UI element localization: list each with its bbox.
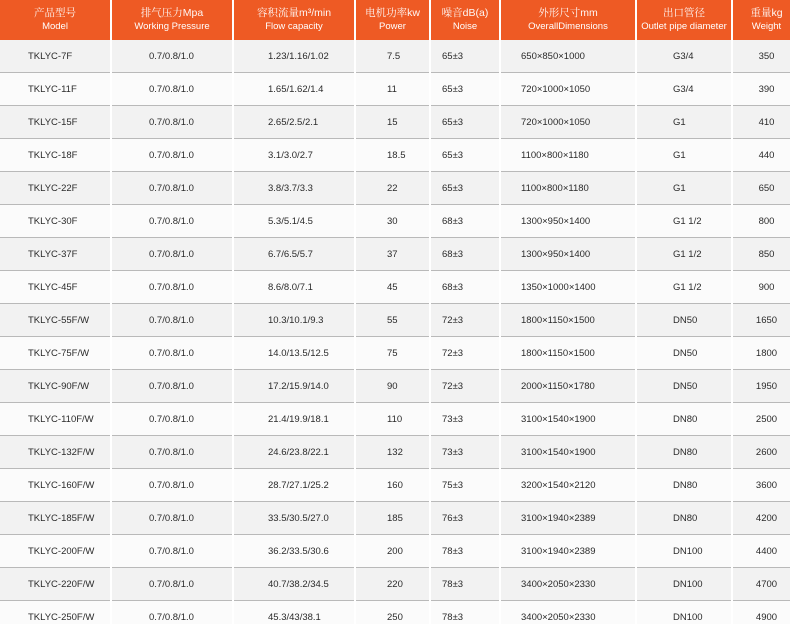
cell-model: TKLYC-45F <box>0 271 110 304</box>
cell-noise: 78±3 <box>431 535 499 568</box>
cell-power: 185 <box>356 502 429 535</box>
cell-weight: 900 <box>733 271 790 304</box>
cell-outlet-pipe-diameter: DN50 <box>637 304 731 337</box>
cell-weight: 4900 <box>733 601 790 624</box>
cell-working-pressure: 0.7/0.8/1.0 <box>112 238 232 271</box>
column-header-label-en: Flow capacity <box>265 21 323 32</box>
cell-weight: 440 <box>733 139 790 172</box>
cell-outlet-pipe-diameter: G1 1/2 <box>637 238 731 271</box>
cell-power: 160 <box>356 469 429 502</box>
cell-noise: 65±3 <box>431 139 499 172</box>
cell-model: TKLYC-7F <box>0 40 110 73</box>
column-header-weight <box>733 0 790 40</box>
column-header-label-en: Working Pressure <box>134 21 210 32</box>
cell-flow-capacity: 5.3/5.1/4.5 <box>234 205 354 238</box>
cell-model: TKLYC-132F/W <box>0 436 110 469</box>
cell-noise: 65±3 <box>431 106 499 139</box>
cell-weight: 1950 <box>733 370 790 403</box>
cell-weight: 1650 <box>733 304 790 337</box>
column-header-label-en: Power <box>379 21 406 32</box>
header-row <box>0 0 790 40</box>
cell-outlet-pipe-diameter: DN100 <box>637 601 731 624</box>
table-row <box>0 502 790 535</box>
column-header-label-zh: 电机功率kw <box>365 7 420 19</box>
cell-power: 18.5 <box>356 139 429 172</box>
cell-noise: 68±3 <box>431 271 499 304</box>
cell-overall-dimensions: 720×1000×1050 <box>501 106 635 139</box>
cell-working-pressure: 0.7/0.8/1.0 <box>112 535 232 568</box>
table-row <box>0 535 790 568</box>
cell-flow-capacity: 40.7/38.2/34.5 <box>234 568 354 601</box>
cell-flow-capacity: 28.7/27.1/25.2 <box>234 469 354 502</box>
cell-working-pressure: 0.7/0.8/1.0 <box>112 502 232 535</box>
cell-power: 30 <box>356 205 429 238</box>
cell-overall-dimensions: 3100×1940×2389 <box>501 502 635 535</box>
cell-outlet-pipe-diameter: G1 1/2 <box>637 271 731 304</box>
column-header-label-zh: 排气压力Mpa <box>140 7 204 19</box>
cell-noise: 76±3 <box>431 502 499 535</box>
cell-overall-dimensions: 1300×950×1400 <box>501 238 635 271</box>
cell-overall-dimensions: 1300×950×1400 <box>501 205 635 238</box>
cell-overall-dimensions: 3400×2050×2330 <box>501 601 635 624</box>
cell-overall-dimensions: 1800×1150×1500 <box>501 304 635 337</box>
cell-outlet-pipe-diameter: DN80 <box>637 436 731 469</box>
cell-weight: 350 <box>733 40 790 73</box>
cell-flow-capacity: 3.8/3.7/3.3 <box>234 172 354 205</box>
cell-overall-dimensions: 3100×1940×2389 <box>501 535 635 568</box>
cell-power: 220 <box>356 568 429 601</box>
cell-working-pressure: 0.7/0.8/1.0 <box>112 370 232 403</box>
cell-power: 200 <box>356 535 429 568</box>
cell-power: 75 <box>356 337 429 370</box>
cell-outlet-pipe-diameter: G1 1/2 <box>637 205 731 238</box>
cell-overall-dimensions: 3100×1540×1900 <box>501 403 635 436</box>
cell-outlet-pipe-diameter: DN100 <box>637 535 731 568</box>
cell-outlet-pipe-diameter: G1 <box>637 106 731 139</box>
cell-model: TKLYC-22F <box>0 172 110 205</box>
cell-working-pressure: 0.7/0.8/1.0 <box>112 73 232 106</box>
cell-flow-capacity: 3.1/3.0/2.7 <box>234 139 354 172</box>
column-header-label-en: OverallDimensions <box>528 21 608 32</box>
cell-noise: 78±3 <box>431 568 499 601</box>
cell-weight: 4200 <box>733 502 790 535</box>
cell-noise: 68±3 <box>431 205 499 238</box>
cell-noise: 72±3 <box>431 304 499 337</box>
cell-flow-capacity: 8.6/8.0/7.1 <box>234 271 354 304</box>
cell-noise: 65±3 <box>431 40 499 73</box>
column-header-overall-dimensions <box>501 0 635 40</box>
cell-flow-capacity: 6.7/6.5/5.7 <box>234 238 354 271</box>
column-header-working-pressure <box>112 0 232 40</box>
cell-power: 55 <box>356 304 429 337</box>
cell-model: TKLYC-200F/W <box>0 535 110 568</box>
cell-working-pressure: 0.7/0.8/1.0 <box>112 568 232 601</box>
cell-overall-dimensions: 1350×1000×1400 <box>501 271 635 304</box>
cell-overall-dimensions: 2000×1150×1780 <box>501 370 635 403</box>
table-row <box>0 106 790 139</box>
table-row <box>0 139 790 172</box>
cell-working-pressure: 0.7/0.8/1.0 <box>112 172 232 205</box>
cell-power: 37 <box>356 238 429 271</box>
cell-weight: 410 <box>733 106 790 139</box>
table-body <box>0 40 790 624</box>
cell-weight: 800 <box>733 205 790 238</box>
cell-overall-dimensions: 3400×2050×2330 <box>501 568 635 601</box>
cell-outlet-pipe-diameter: DN80 <box>637 469 731 502</box>
table-row <box>0 73 790 106</box>
cell-overall-dimensions: 3200×1540×2120 <box>501 469 635 502</box>
cell-outlet-pipe-diameter: G3/4 <box>637 73 731 106</box>
cell-noise: 65±3 <box>431 73 499 106</box>
column-header-label-zh: 外形尺寸mm <box>538 7 598 19</box>
cell-flow-capacity: 14.0/13.5/12.5 <box>234 337 354 370</box>
cell-model: TKLYC-75F/W <box>0 337 110 370</box>
cell-outlet-pipe-diameter: G3/4 <box>637 40 731 73</box>
cell-flow-capacity: 2.65/2.5/2.1 <box>234 106 354 139</box>
cell-outlet-pipe-diameter: DN50 <box>637 337 731 370</box>
cell-model: TKLYC-220F/W <box>0 568 110 601</box>
cell-flow-capacity: 1.23/1.16/1.02 <box>234 40 354 73</box>
cell-working-pressure: 0.7/0.8/1.0 <box>112 436 232 469</box>
column-header-label-en: Model <box>42 21 68 32</box>
cell-overall-dimensions: 720×1000×1050 <box>501 73 635 106</box>
table-row <box>0 601 790 624</box>
cell-noise: 68±3 <box>431 238 499 271</box>
cell-power: 110 <box>356 403 429 436</box>
cell-flow-capacity: 1.65/1.62/1.4 <box>234 73 354 106</box>
cell-model: TKLYC-55F/W <box>0 304 110 337</box>
cell-model: TKLYC-37F <box>0 238 110 271</box>
table-row <box>0 469 790 502</box>
cell-weight: 4400 <box>733 535 790 568</box>
cell-weight: 390 <box>733 73 790 106</box>
cell-power: 15 <box>356 106 429 139</box>
cell-overall-dimensions: 1100×800×1180 <box>501 172 635 205</box>
cell-model: TKLYC-250F/W <box>0 601 110 624</box>
cell-noise: 72±3 <box>431 370 499 403</box>
cell-outlet-pipe-diameter: DN80 <box>637 403 731 436</box>
cell-weight: 850 <box>733 238 790 271</box>
cell-model: TKLYC-30F <box>0 205 110 238</box>
column-header-label-en: Weight <box>751 21 782 32</box>
table-row <box>0 205 790 238</box>
cell-flow-capacity: 45.3/43/38.1 <box>234 601 354 624</box>
cell-outlet-pipe-diameter: DN50 <box>637 370 731 403</box>
cell-power: 132 <box>356 436 429 469</box>
column-header-label-en: Noise <box>452 21 478 32</box>
cell-flow-capacity: 21.4/19.9/18.1 <box>234 403 354 436</box>
column-header-label-zh: 噪音dB(a) <box>441 7 489 19</box>
cell-weight: 650 <box>733 172 790 205</box>
cell-flow-capacity: 10.3/10.1/9.3 <box>234 304 354 337</box>
cell-working-pressure: 0.7/0.8/1.0 <box>112 271 232 304</box>
cell-power: 250 <box>356 601 429 624</box>
cell-working-pressure: 0.7/0.8/1.0 <box>112 106 232 139</box>
table-header <box>0 0 790 40</box>
cell-working-pressure: 0.7/0.8/1.0 <box>112 139 232 172</box>
cell-noise: 75±3 <box>431 469 499 502</box>
cell-weight: 2500 <box>733 403 790 436</box>
cell-outlet-pipe-diameter: DN100 <box>637 568 731 601</box>
cell-overall-dimensions: 1800×1150×1500 <box>501 337 635 370</box>
table-row <box>0 568 790 601</box>
column-header-label-zh: 容积流量m³/min <box>256 7 332 19</box>
column-header-power <box>356 0 429 40</box>
cell-model: TKLYC-185F/W <box>0 502 110 535</box>
cell-model: TKLYC-160F/W <box>0 469 110 502</box>
table-row <box>0 337 790 370</box>
cell-flow-capacity: 36.2/33.5/30.6 <box>234 535 354 568</box>
column-header-flow-capacity <box>234 0 354 40</box>
cell-power: 22 <box>356 172 429 205</box>
cell-power: 45 <box>356 271 429 304</box>
cell-working-pressure: 0.7/0.8/1.0 <box>112 337 232 370</box>
column-header-label-zh: 重量kg <box>750 7 783 19</box>
table-row <box>0 304 790 337</box>
cell-noise: 78±3 <box>431 601 499 624</box>
cell-working-pressure: 0.7/0.8/1.0 <box>112 601 232 624</box>
cell-power: 7.5 <box>356 40 429 73</box>
cell-noise: 65±3 <box>431 172 499 205</box>
cell-weight: 3600 <box>733 469 790 502</box>
column-header-model <box>0 0 110 40</box>
cell-model: TKLYC-110F/W <box>0 403 110 436</box>
cell-power: 11 <box>356 73 429 106</box>
cell-weight: 1800 <box>733 337 790 370</box>
cell-outlet-pipe-diameter: G1 <box>637 172 731 205</box>
cell-overall-dimensions: 3100×1540×1900 <box>501 436 635 469</box>
cell-overall-dimensions: 650×850×1000 <box>501 40 635 73</box>
cell-model: TKLYC-18F <box>0 139 110 172</box>
cell-flow-capacity: 24.6/23.8/22.1 <box>234 436 354 469</box>
column-header-noise <box>431 0 499 40</box>
table-row <box>0 172 790 205</box>
cell-noise: 73±3 <box>431 403 499 436</box>
cell-flow-capacity: 33.5/30.5/27.0 <box>234 502 354 535</box>
column-header-label-zh: 出口管径 <box>663 7 705 19</box>
table-row <box>0 370 790 403</box>
cell-flow-capacity: 17.2/15.9/14.0 <box>234 370 354 403</box>
table-row <box>0 238 790 271</box>
cell-model: TKLYC-11F <box>0 73 110 106</box>
column-header-label-zh: 产品型号 <box>34 7 76 19</box>
cell-model: TKLYC-15F <box>0 106 110 139</box>
column-header-label-en: Outlet pipe diameter <box>641 21 727 32</box>
table-row <box>0 436 790 469</box>
cell-model: TKLYC-90F/W <box>0 370 110 403</box>
cell-working-pressure: 0.7/0.8/1.0 <box>112 40 232 73</box>
cell-noise: 72±3 <box>431 337 499 370</box>
column-header-outlet-pipe-diameter <box>637 0 731 40</box>
cell-working-pressure: 0.7/0.8/1.0 <box>112 469 232 502</box>
table-row <box>0 271 790 304</box>
cell-working-pressure: 0.7/0.8/1.0 <box>112 205 232 238</box>
cell-weight: 4700 <box>733 568 790 601</box>
cell-overall-dimensions: 1100×800×1180 <box>501 139 635 172</box>
table-row <box>0 40 790 73</box>
cell-working-pressure: 0.7/0.8/1.0 <box>112 304 232 337</box>
cell-noise: 73±3 <box>431 436 499 469</box>
cell-power: 90 <box>356 370 429 403</box>
cell-outlet-pipe-diameter: DN80 <box>637 502 731 535</box>
table-row <box>0 403 790 436</box>
cell-outlet-pipe-diameter: G1 <box>637 139 731 172</box>
cell-weight: 2600 <box>733 436 790 469</box>
cell-working-pressure: 0.7/0.8/1.0 <box>112 403 232 436</box>
